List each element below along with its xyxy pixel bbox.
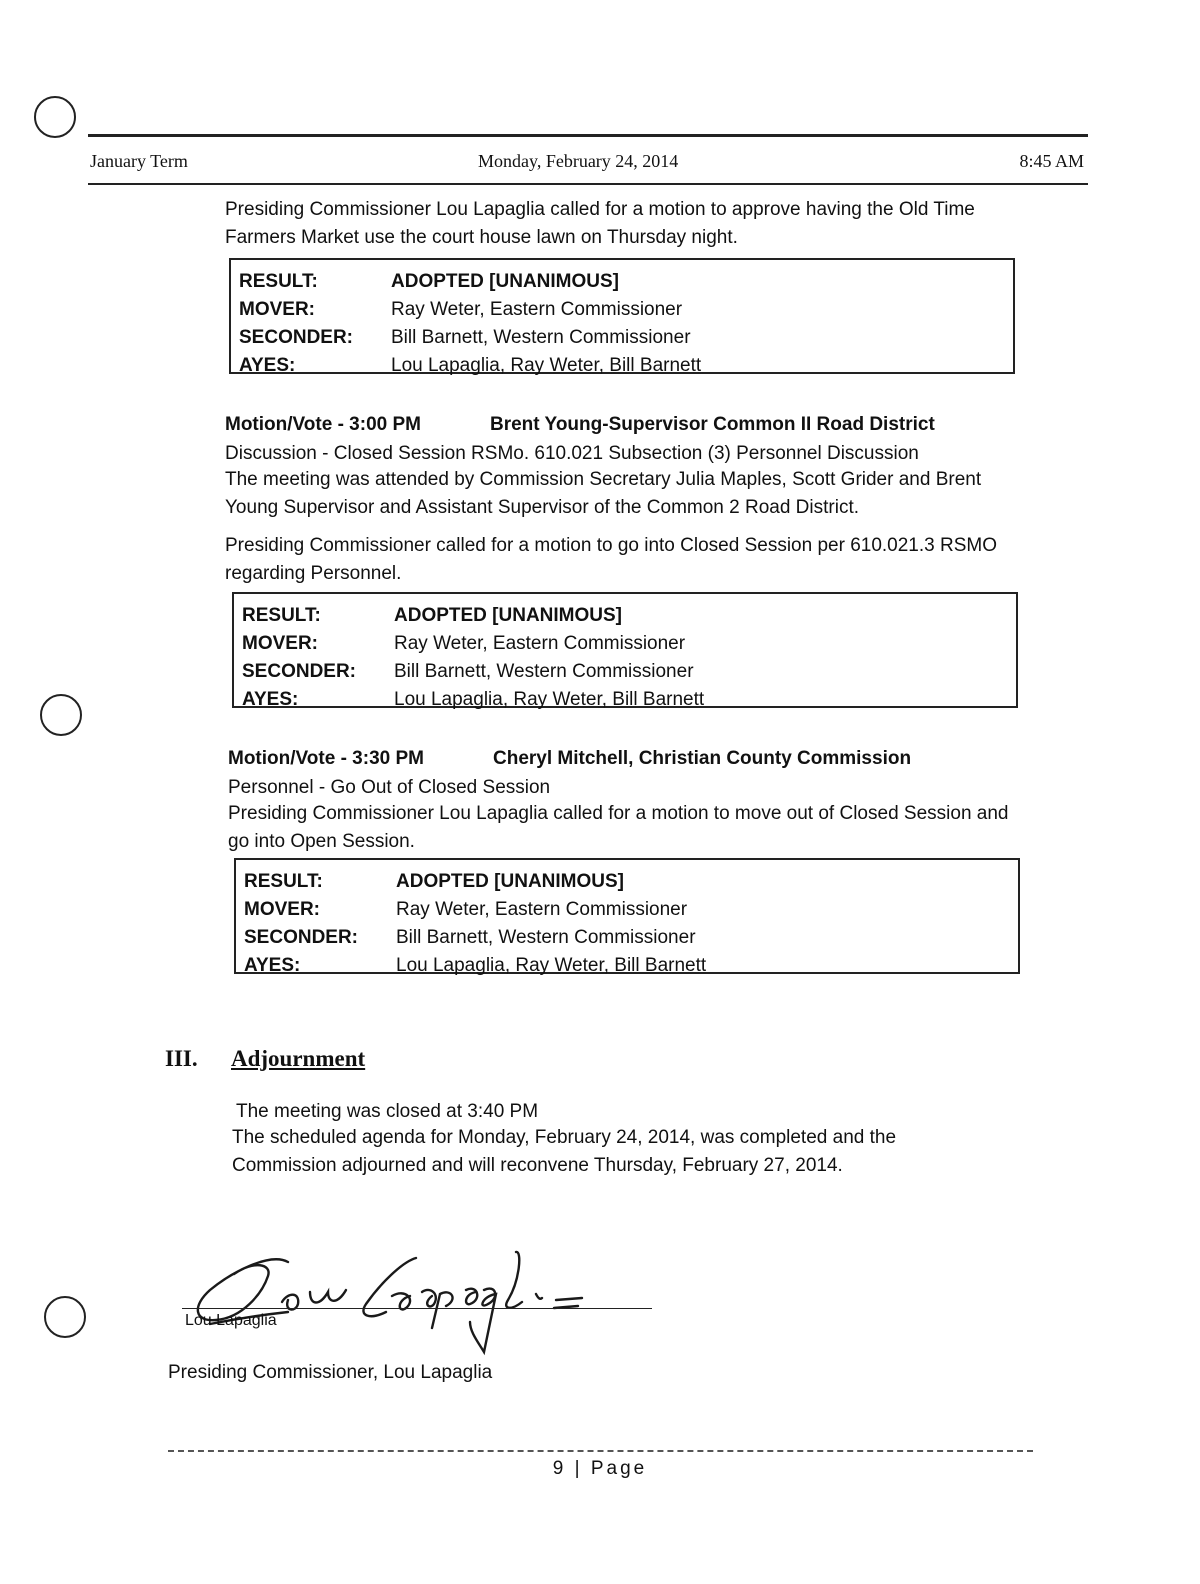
item1-text: Presiding Commissioner Lou Lapaglia called for a motion to approve having the Old Time Farmers Market use the court house lawn on Thursday night. — [225, 199, 975, 248]
result-value: ADOPTED [UNANIMOUS] — [396, 871, 624, 892]
item2-motion-label: Motion/Vote - 3:00 PM — [225, 414, 421, 435]
signature-printed-name: Lou Lapaglia — [185, 1312, 277, 1329]
mover-label: MOVER: — [242, 633, 318, 654]
mover-label: MOVER: — [239, 299, 315, 320]
item2-vote-table — [232, 592, 1018, 708]
ayes-label: AYES: — [244, 955, 301, 976]
mover-value: Ray Weter, Eastern Commissioner — [394, 633, 686, 654]
item3-subtitle: Personnel - Go Out of Closed Session — [228, 777, 551, 798]
page-number: 9 | Page — [552, 1458, 648, 1479]
page-header — [88, 134, 1088, 185]
signature-line — [182, 1308, 652, 1309]
footer-divider — [168, 1450, 1033, 1452]
ayes-value: Lou Lapaglia, Ray Weter, Bill Barnett — [396, 955, 707, 976]
result-value: ADOPTED [UNANIMOUS] — [394, 605, 622, 626]
mover-value: Ray Weter, Eastern Commissioner — [391, 299, 683, 320]
item2-motion-person: Brent Young-Supervisor Common II Road District — [490, 414, 935, 435]
ayes-value: Lou Lapaglia, Ray Weter, Bill Barnett — [391, 355, 702, 376]
item2-text: Presiding Commissioner called for a motion to go into Closed Session per 610.021.3 RSMO regarding Personnel. — [225, 535, 997, 584]
signature-block — [170, 1240, 650, 1360]
ayes-value: Lou Lapaglia, Ray Weter, Bill Barnett — [394, 689, 705, 710]
ayes-label: AYES: — [242, 689, 299, 710]
item2-discussion: Discussion - Closed Session RSMo. 610.021 Subsection (3) Personnel Discussion — [225, 443, 919, 464]
handwritten-signature — [170, 1240, 650, 1360]
adjournment-agenda: The scheduled agenda for Monday, February 24, 2014, was completed and the Commission adjourned and will reconvene Thursday, February 27, 2014. — [232, 1127, 897, 1176]
punch-hole-middle — [40, 694, 82, 736]
seconder-value: Bill Barnett, Western Commissioner — [394, 661, 694, 682]
result-label: RESULT: — [244, 871, 323, 892]
section-number: III. — [165, 1046, 198, 1071]
result-value: ADOPTED [UNANIMOUS] — [391, 271, 619, 292]
header-time: 8:45 AM — [1019, 151, 1084, 171]
seconder-value: Bill Barnett, Western Commissioner — [391, 327, 691, 348]
punch-hole-top — [34, 96, 76, 138]
seconder-label: SECONDER: — [242, 661, 357, 682]
punch-hole-bottom — [44, 1296, 86, 1338]
item2-attended: The meeting was attended by Commission Secretary Julia Maples, Scott Grider and Brent Young Supervisor and Assistant Supervisor of the Common 2 Road District. — [225, 469, 982, 518]
adjournment-closed: The meeting was closed at 3:40 PM — [236, 1101, 539, 1122]
item3-motion-line — [228, 748, 1028, 776]
result-label: RESULT: — [239, 271, 318, 292]
item3-text: Presiding Commissioner Lou Lapaglia called for a motion to move out of Closed Session and go into Open Session. — [228, 803, 1009, 852]
signatory-title: Presiding Commissioner, Lou Lapaglia — [168, 1362, 493, 1383]
result-label: RESULT: — [242, 605, 321, 626]
item3-motion-label: Motion/Vote - 3:30 PM — [228, 748, 424, 769]
item3-vote-table — [234, 858, 1020, 974]
seconder-label: SECONDER: — [244, 927, 359, 948]
seconder-value: Bill Barnett, Western Commissioner — [396, 927, 696, 948]
seconder-label: SECONDER: — [239, 327, 354, 348]
ayes-label: AYES: — [239, 355, 296, 376]
section-title: Adjournment — [231, 1046, 366, 1071]
item3-motion-person: Cheryl Mitchell, Christian County Commission — [493, 748, 912, 769]
header-date: Monday, February 24, 2014 — [478, 151, 679, 171]
item1-vote-table — [229, 258, 1015, 374]
item2-motion-line — [225, 414, 1025, 442]
mover-value: Ray Weter, Eastern Commissioner — [396, 899, 688, 920]
header-term: January Term — [90, 151, 188, 171]
mover-label: MOVER: — [244, 899, 320, 920]
